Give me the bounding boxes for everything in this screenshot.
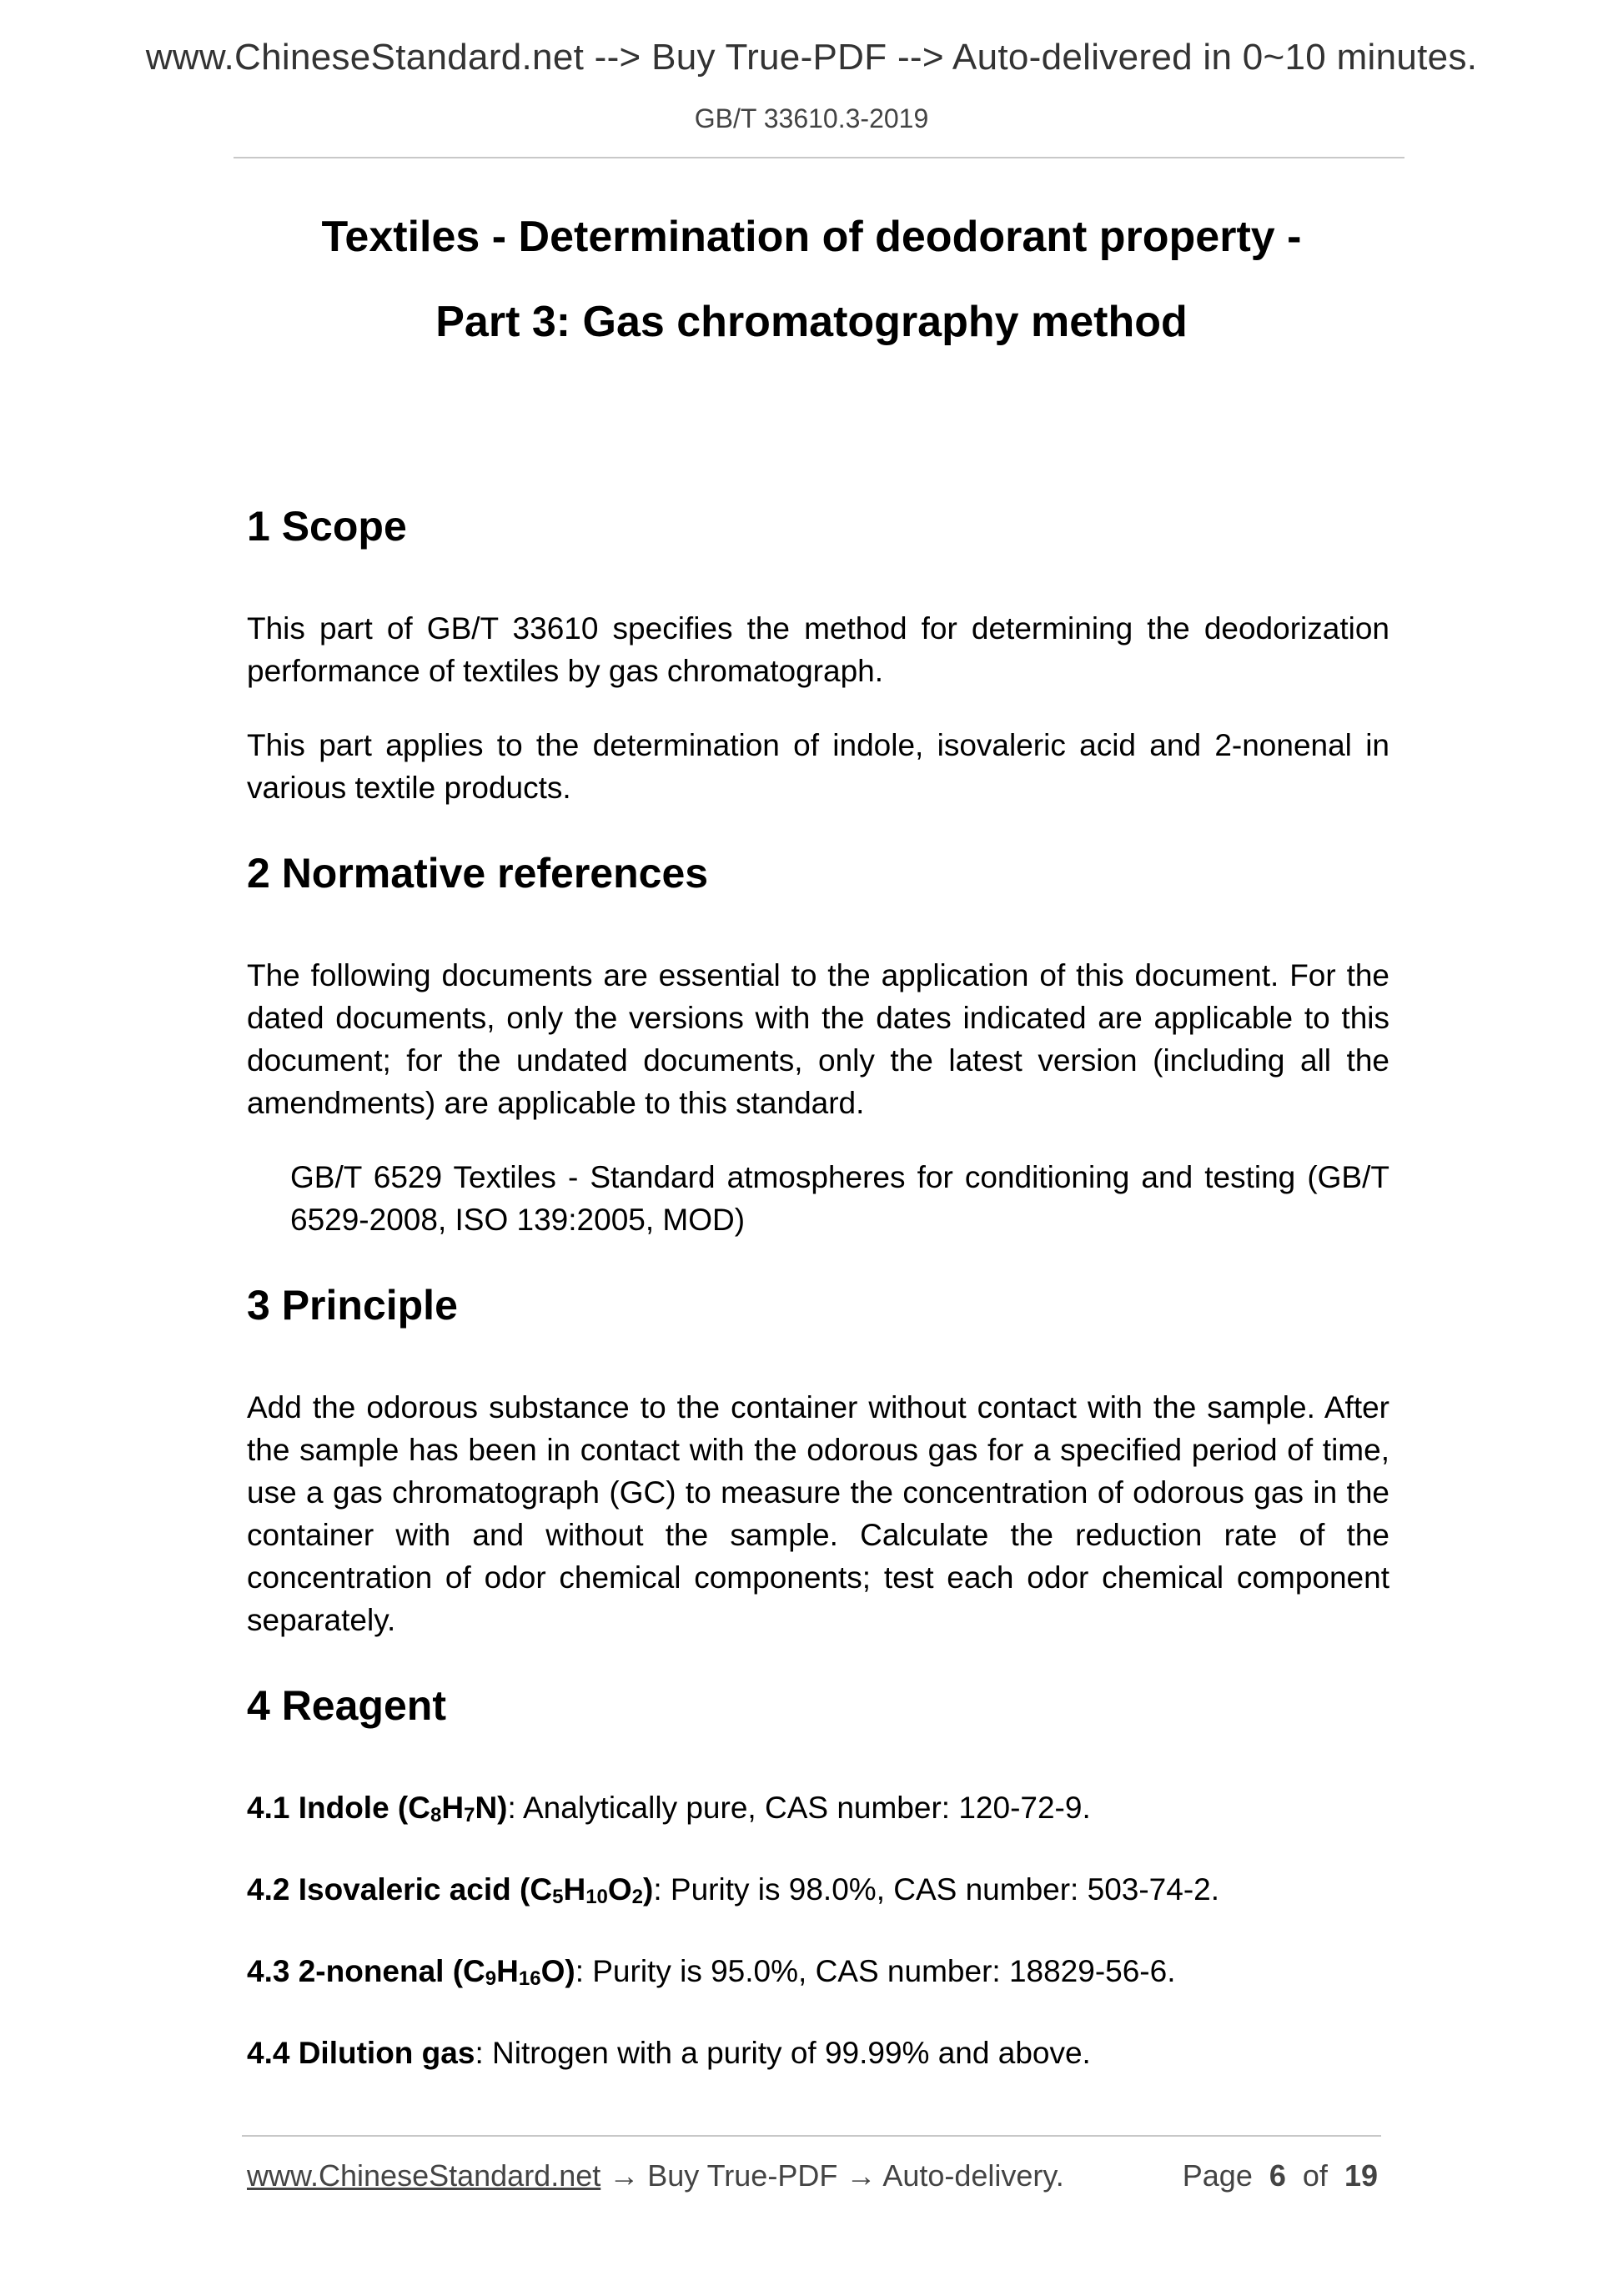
reagent-label: 4.1 Indole $(C_8H_7N)$	[247, 1791, 508, 1826]
section-heading-scope: 1 Scope	[247, 503, 407, 550]
reagent-description: : Purity is 98.0%, CAS number: 503-74-2.	[653, 1872, 1220, 1907]
reagent-item-indole	[247, 1786, 1389, 1836]
footer-site-link[interactable]: www.ChineseStandard.net	[247, 2158, 601, 2193]
reagent-description: : Analytically pure, CAS number: 120-72-9.	[507, 1791, 1091, 1825]
reagent-description: : Purity is 95.0%, CAS number: 18829-56-6.	[575, 1954, 1176, 1988]
scope-paragraph-2: This part applies to the determination of indole, isovaleric acid and 2-nonenal in various textile products.	[247, 728, 1389, 805]
section-heading-principle: 3 Principle	[247, 1282, 458, 1329]
normative-reference-item: GB/T 6529 Textiles - Standard atmospheres for conditioning and testing (GB/T 6529-2008, ISO 139:2005, MOD)	[290, 1160, 1389, 1237]
principle-paragraph: Add the odorous substance to the container without contact with the sample. After the sample has been in contact with the odorous gas for a specified period of time, use a gas chromatograph (GC) to measure the concentration of odorous gas in the container with and without the sample. Calculate the reduction rate of the concentration of odor chemical components; test each odor chemical component separately.	[247, 1390, 1389, 1637]
document-title-line1: Textiles - Determination of deodorant property -	[321, 213, 1302, 261]
reagent-label: 4.4 Dilution gas	[247, 2036, 475, 2070]
document-body	[247, 495, 1389, 2106]
normative-paragraph: The following documents are essential to the application of this document. For the dated documents, only the versions with the dates indicated are applicable to this document; for the undated documents, only the latest version (including all the amendments) are applicable to this standard.	[247, 958, 1389, 1120]
footer-text: → Buy True-PDF → Auto-delivery.	[600, 2158, 1064, 2193]
section-heading-normative-references: 2 Normative references	[247, 850, 709, 897]
reagent-label: 4.3 2-nonenal $(C_9H_{16}O)$	[247, 1954, 575, 1990]
reagent-description: : Nitrogen with a purity of 99.99% and above.	[475, 2036, 1091, 2070]
reagent-label: 4.2 Isovaleric acid $(C_5H_{10}O_2)$	[247, 1872, 654, 1908]
footer-divider	[242, 2135, 1381, 2137]
page-number: Page 6 of 19	[1182, 2158, 1378, 2193]
reagent-item-dilution-gas	[247, 2032, 1389, 2074]
reagent-item-isovaleric-acid	[247, 1868, 1389, 1918]
top-banner: www.ChineseStandard.net --> Buy True-PDF --> Auto-delivered in 0~10 minutes.	[145, 37, 1478, 78]
document-title-line2: Part 3: Gas chromatography method	[435, 298, 1188, 346]
scope-paragraph-1: This part of GB/T 33610 specifies the method for determining the deodorization performance of textiles by gas chromatograph.	[247, 611, 1389, 688]
reagent-item-2-nonenal	[247, 1950, 1389, 2000]
document-id: GB/T 33610.3-2019	[694, 103, 929, 133]
page-footer	[247, 2158, 1378, 2193]
section-heading-reagent: 4 Reagent	[247, 1682, 446, 1729]
header-divider	[234, 157, 1404, 158]
